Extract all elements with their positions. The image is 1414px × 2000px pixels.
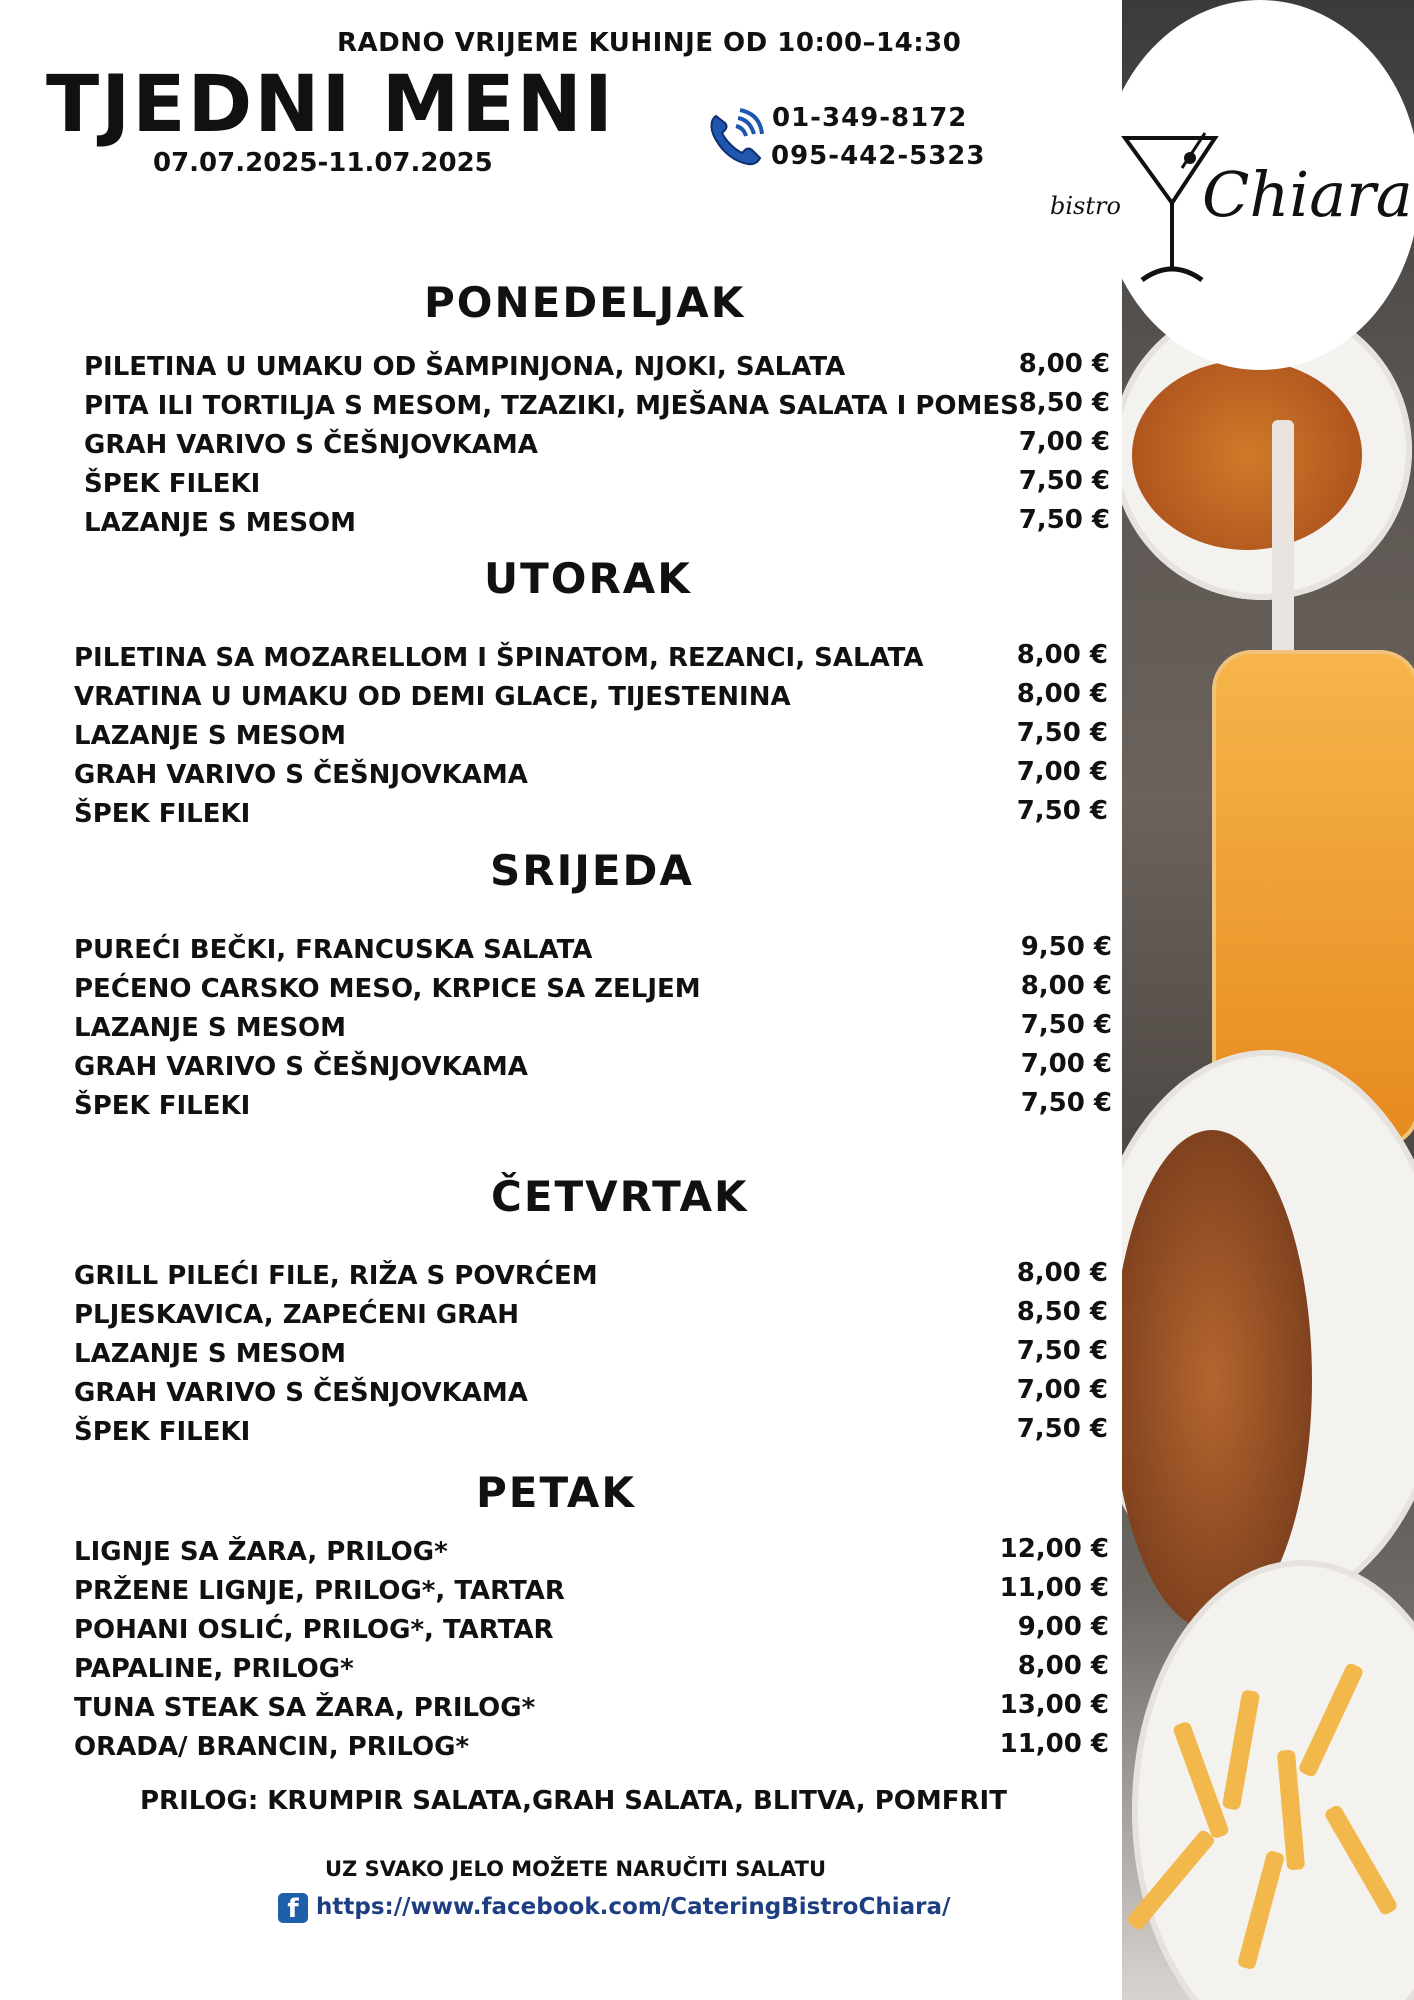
menu-item: LIGNJE SA ŽARA, PRILOG*: [74, 1537, 448, 1567]
menu-price: 7,00 €: [1018, 427, 1110, 457]
logo-name: Chiara: [1202, 158, 1413, 231]
menu-price: 12,00 €: [999, 1534, 1109, 1564]
menu-price: 7,50 €: [1018, 466, 1110, 496]
menu-item: ŠPEK FILEKI: [74, 1091, 251, 1121]
facebook-link[interactable]: https://www.facebook.com/CateringBistroChiara/: [316, 1894, 951, 1920]
menu-dates: 07.07.2025-11.07.2025: [153, 148, 493, 178]
phone-icon: [706, 108, 766, 168]
menu-item: ŠPEK FILEKI: [84, 469, 261, 499]
day-heading-tuesday: UTORAK: [484, 554, 692, 603]
menu-item: GRAH VARIVO S ČEŠNJOVKAMA: [74, 1052, 528, 1082]
menu-item: GRAH VARIVO S ČEŠNJOVKAMA: [84, 430, 538, 460]
menu-price: 8,00 €: [1016, 640, 1108, 670]
menu-price: 8,50 €: [1016, 1297, 1108, 1327]
menu-item: LAZANJE S MESOM: [74, 1013, 347, 1043]
menu-item: PLJESKAVICA, ZAPEĆENI GRAH: [74, 1300, 520, 1330]
day-heading-monday: PONEDELJAK: [424, 278, 746, 327]
logo-small-text: bistro: [1050, 192, 1121, 220]
menu-price: 7,50 €: [1020, 1088, 1112, 1118]
menu-item: PITA ILI TORTILJA S MESOM, TZAZIKI, MJEŠANA SALATA I POMES: [84, 391, 1019, 421]
menu-item: LAZANJE S MESOM: [84, 508, 357, 538]
phone-number-2[interactable]: 095-442-5323: [771, 141, 986, 171]
day-heading-wednesday: SRIJEDA: [490, 846, 694, 895]
menu-price: 7,50 €: [1020, 1010, 1112, 1040]
side-dish-note: PRILOG: KRUMPIR SALATA,GRAH SALATA, BLITVA, POMFRIT: [140, 1786, 1007, 1816]
menu-item: PAPALINE, PRILOG*: [74, 1654, 354, 1684]
menu-price: 8,00 €: [1016, 1258, 1108, 1288]
menu-price: 7,50 €: [1016, 1336, 1108, 1366]
menu-item: GRILL PILEĆI FILE, RIŽA S POVRĆEM: [74, 1261, 598, 1291]
menu-item: TUNA STEAK SA ŽARA, PRILOG*: [74, 1693, 536, 1723]
menu-item: ORADA/ BRANCIN, PRILOG*: [74, 1732, 470, 1762]
menu-price: 9,00 €: [1017, 1612, 1109, 1642]
menu-price: 11,00 €: [999, 1573, 1109, 1603]
phone-number-1[interactable]: 01-349-8172: [772, 103, 968, 133]
menu-item: PUREĆI BEČKI, FRANCUSKA SALATA: [74, 935, 593, 965]
menu-item: PILETINA SA MOZARELLOM I ŠPINATOM, REZANCI, SALATA: [74, 643, 924, 673]
kitchen-hours: RADNO VRIJEME KUHINJE OD 10:00–14:30: [337, 28, 962, 58]
menu-item: POHANI OSLIĆ, PRILOG*, TARTAR: [74, 1615, 554, 1645]
menu-price: 9,50 €: [1020, 932, 1112, 962]
logo: [1050, 0, 1414, 370]
menu-item: LAZANJE S MESOM: [74, 1339, 347, 1369]
menu-item: PRŽENE LIGNJE, PRILOG*, TARTAR: [74, 1576, 565, 1606]
menu-item: GRAH VARIVO S ČEŠNJOVKAMA: [74, 1378, 528, 1408]
day-heading-friday: PETAK: [476, 1468, 636, 1517]
menu-price: 8,00 €: [1016, 679, 1108, 709]
menu-price: 13,00 €: [999, 1690, 1109, 1720]
menu-price: 8,50 €: [1018, 388, 1110, 418]
menu-price: 7,50 €: [1018, 505, 1110, 535]
salad-note: UZ SVAKO JELO MOŽETE NARUČITI SALATU: [325, 1857, 827, 1881]
menu-item: ŠPEK FILEKI: [74, 1417, 251, 1447]
menu-item: VRATINA U UMAKU OD DEMI GLACE, TIJESTENINA: [74, 682, 791, 712]
menu-price: 8,00 €: [1017, 1651, 1109, 1681]
menu-price: 8,00 €: [1020, 971, 1112, 1001]
menu-item: LAZANJE S MESOM: [74, 721, 347, 751]
menu-price: 8,00 €: [1018, 349, 1110, 379]
menu-price: 7,00 €: [1016, 757, 1108, 787]
day-heading-thursday: ČETVRTAK: [491, 1172, 749, 1221]
menu-price: 11,00 €: [999, 1729, 1109, 1759]
menu-item: PILETINA U UMAKU OD ŠAMPINJONA, NJOKI, SALATA: [84, 352, 846, 382]
menu-item: PEĆENO CARSKO MESO, KRPICE SA ZELJEM: [74, 974, 701, 1004]
page-title: TJEDNI MENI: [46, 60, 615, 150]
menu-price: 7,50 €: [1016, 796, 1108, 826]
menu-item: GRAH VARIVO S ČEŠNJOVKAMA: [74, 760, 528, 790]
menu-price: 7,00 €: [1020, 1049, 1112, 1079]
menu-item: ŠPEK FILEKI: [74, 799, 251, 829]
menu-price: 7,00 €: [1016, 1375, 1108, 1405]
menu-price: 7,50 €: [1016, 1414, 1108, 1444]
menu-price: 7,50 €: [1016, 718, 1108, 748]
facebook-icon[interactable]: f: [278, 1893, 308, 1923]
